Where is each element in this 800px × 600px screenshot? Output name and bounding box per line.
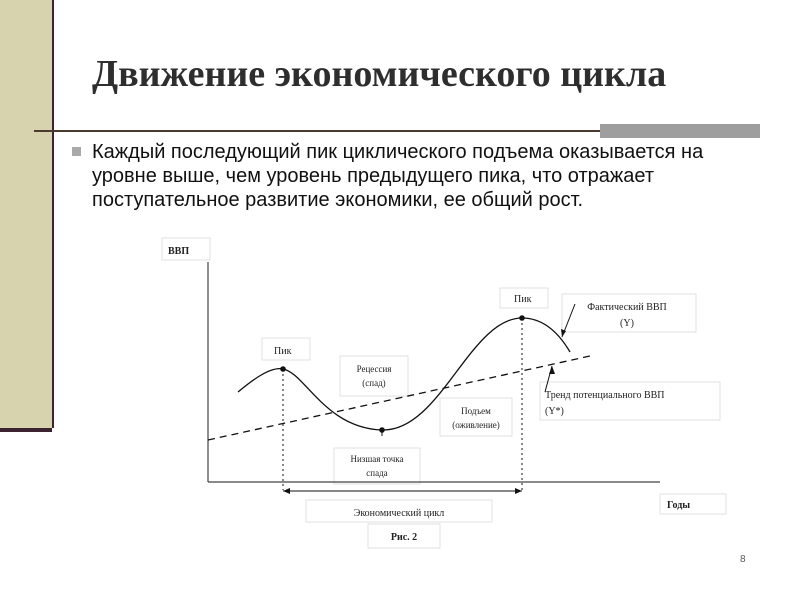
peak-right-point [519, 315, 525, 321]
figure-label: Рис. 2 [390, 532, 418, 543]
trough-label-line2: спада [366, 468, 388, 478]
recession-label-line1: Рецессия [356, 364, 392, 374]
trend-label-line1: Тренд потенциального ВВП [545, 390, 665, 401]
x-axis-label: Годы [667, 500, 691, 511]
recession-label-line2: (спад) [362, 378, 386, 388]
expansion-label-box [440, 398, 512, 436]
peak-left-point [280, 366, 286, 372]
body-text: Каждый последующий пик циклического подъема оказывается на уровне выше, чем уровень предыдущего пика, что отражает поступательное развитие экономики, ее общий рост. [92, 141, 704, 211]
slide-title: Движение экономического цикла [92, 53, 667, 95]
actual-gdp-label-line1: Фактический ВВП [587, 302, 667, 313]
cycle-arrow-right-head [515, 488, 522, 494]
page-number: 8 [740, 554, 746, 565]
trend-callout-head [549, 366, 555, 374]
trend-label-line2: (Y*) [545, 406, 564, 417]
y-axis-label: ВВП [168, 246, 190, 257]
trough-label-line1: Низшая точка [350, 454, 404, 464]
peak-left-label: Пик [274, 346, 292, 357]
peak-right-label: Пик [514, 294, 532, 305]
cycle-label: Экономический цикл [353, 508, 445, 519]
trough-point [379, 427, 385, 433]
recession-label-box [340, 356, 408, 396]
trend-label-box [540, 382, 720, 420]
actual-gdp-label-line2: (Y) [620, 318, 634, 329]
expansion-label-line1: Подъем [461, 406, 491, 416]
cycle-arrow-left-head [283, 488, 290, 494]
expansion-label-line2: (оживление) [452, 420, 500, 430]
